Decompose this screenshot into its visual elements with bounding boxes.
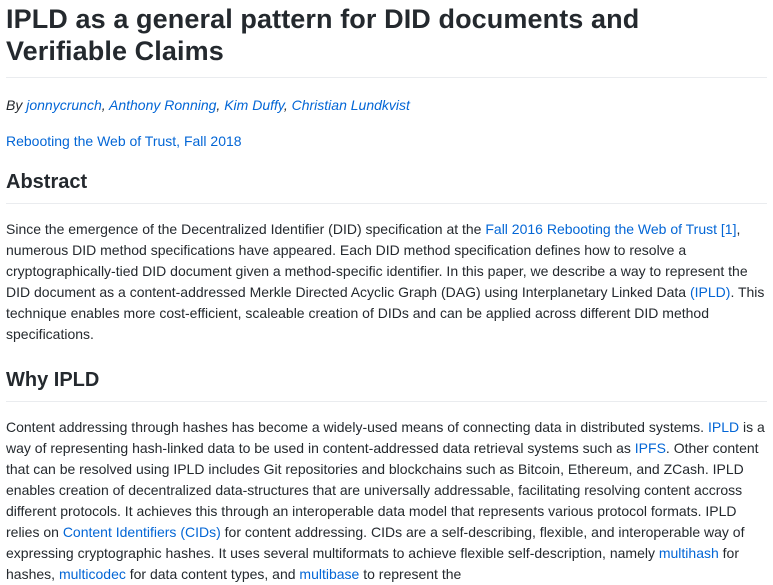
abstract-text-1: Since the emergence of the Decentralized Identifier (DID) specification at the [6, 221, 486, 237]
author-link-christian-lundkvist[interactable]: Christian Lundkvist [291, 97, 410, 113]
abstract-paragraph [6, 219, 767, 345]
ipld-link[interactable]: IPLD [707, 419, 740, 435]
why-text-5: for hashes, [6, 545, 740, 582]
why-text-2: is a way of representing hash-linked data to be used in content-addressed data retrieval systems such as [6, 419, 765, 456]
author-link-anthony-ronning[interactable]: Anthony Ronning [109, 97, 217, 113]
abstract-divider [6, 203, 767, 204]
why-ipld-heading: Why IPLD [6, 369, 100, 391]
multicodec-link[interactable]: multicodec [58, 566, 126, 582]
cids-link[interactable]: Content Identifiers (CIDs) [62, 524, 221, 540]
ipld-abbrev-link[interactable]: (IPLD) [689, 284, 731, 300]
byline: By jonnycrunch, Anthony Ronning, Kim Duffy, Christian Lundkvist [6, 97, 410, 113]
why-ipld-paragraph [6, 417, 767, 585]
conference-line [6, 131, 767, 151]
ipfs-link[interactable]: IPFS [634, 440, 666, 456]
rwot-fall-2016-link[interactable]: Fall 2016 Rebooting the Web of Trust [1] [485, 221, 737, 237]
why-text-1: Content addressing through hashes has become a widely-used means of connecting data in distributed systems. [6, 419, 708, 435]
multihash-link[interactable]: multihash [658, 545, 719, 561]
why-text-7: to represent the [359, 566, 462, 582]
why-text-4: for content addressing. CIDs are a self-describing, flexible, and interoperable way of expressing cryptographic hashes. It uses several multiformats to achieve flexible self-description, namely [6, 524, 745, 561]
abstract-text-2: , numerous DID method specifications have appeared. Each DID method specification defines how to resolve a cryptographically-tied DID document given a method-specific identifier. In this paper, we describe a way to represent the DID document as a content-addressed Merkle Directed Acyclic Graph (DAG) using Interplanetary Linked Data [6, 221, 748, 300]
author-link-kim-duffy[interactable]: Kim Duffy [224, 97, 284, 113]
abstract-heading: Abstract [6, 171, 88, 193]
multibase-link[interactable]: multibase [299, 566, 360, 582]
page-title: IPLD as a general pattern for DID documents and Verifiable Claims [6, 4, 640, 66]
title-divider [6, 77, 767, 78]
conference-link[interactable]: Rebooting the Web of Trust, Fall 2018 [6, 133, 242, 149]
why-ipld-divider [6, 401, 767, 402]
why-text-3: . Other content that can be resolved using IPLD includes Git repositories and blockchains such as Bitcoin, Ethereum, and ZCash. IPLD enables creation of decentralized data-structures that are universally addressable, facilitating resolving content accross different protocols. It achieves this through an interoperable data model that represents various protocol formats. IPLD relies on [6, 440, 759, 540]
abstract-text-3: . This technique enables more cost-efficient, scaleable creation of DIDs and can be applied across different DID method specifications. [6, 284, 765, 342]
why-text-6: for data content types, and [125, 566, 300, 582]
byline-prefix: By [6, 97, 23, 113]
author-link-jonnycrunch[interactable]: jonnycrunch [26, 97, 102, 113]
